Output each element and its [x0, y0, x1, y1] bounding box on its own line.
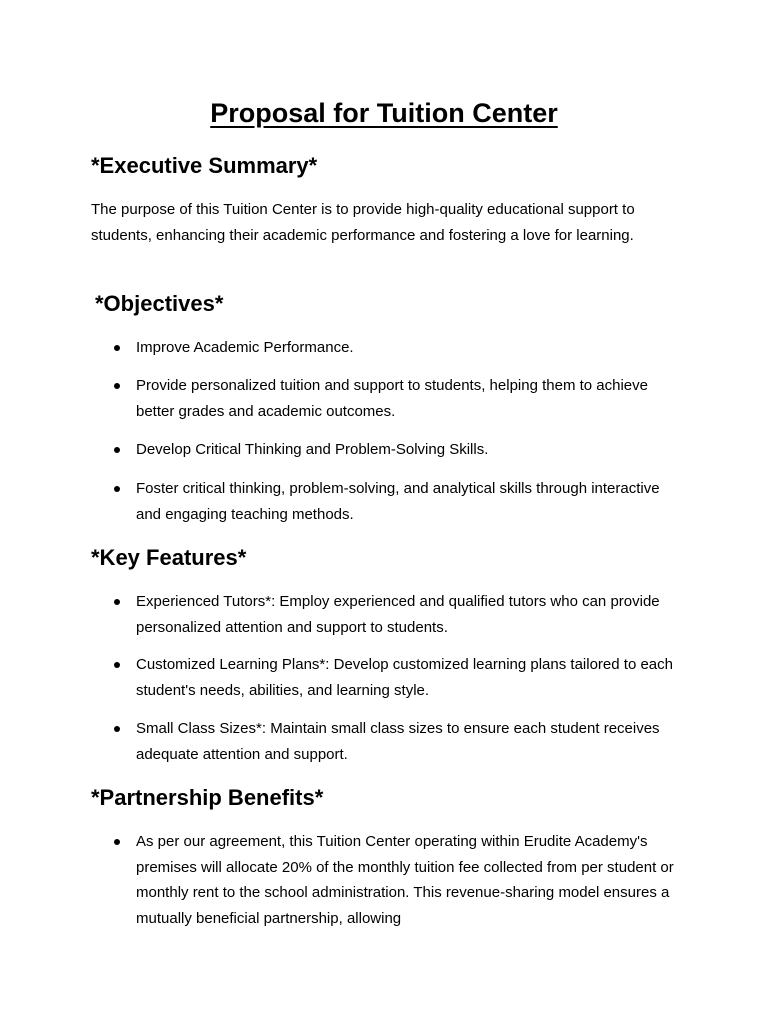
list-item-text: As per our agreement, this Tuition Center operating within Erudite Academy's premises will allocate 20% of the monthly tuition fee collected from per student or monthly rent to the school administration. This revenue-sharing model ensures a mutually beneficial partnership, allowing — [136, 833, 674, 927]
section-heading-key-features: *Key Features* — [91, 545, 247, 570]
section-heading-objectives: *Objectives* — [95, 291, 224, 316]
bullet-icon — [114, 599, 120, 605]
bullet-icon — [114, 839, 120, 845]
executive-summary-paragraph: The purpose of this Tuition Center is to provide high-quality educational support to students, enhancing their academic performance and fostering a love for learning. — [91, 201, 635, 244]
list-item-text: Foster critical thinking, problem-solving, and analytical skills through interactive and engaging teaching methods. — [136, 480, 660, 523]
bullet-icon — [114, 447, 120, 453]
bullet-icon — [114, 345, 120, 351]
list-item-text: Improve Academic Performance. — [136, 339, 354, 356]
section-heading-executive-summary: *Executive Summary* — [91, 153, 318, 178]
bullet-icon — [114, 726, 120, 732]
list-item-text: Small Class Sizes*: Maintain small class sizes to ensure each student receives adequate attention and support. — [136, 720, 660, 763]
list-item-text: Provide personalized tuition and support to students, helping them to achieve better grades and academic outcomes. — [136, 377, 648, 420]
bullet-icon — [114, 383, 120, 389]
list-item-text: Customized Learning Plans*: Develop customized learning plans tailored to each student's needs, abilities, and learning style. — [136, 656, 673, 699]
document-title: Proposal for Tuition Center — [210, 98, 558, 128]
bullet-icon — [114, 486, 120, 492]
section-heading-partnership-benefits: *Partnership Benefits* — [91, 785, 324, 810]
list-item-text: Experienced Tutors*: Employ experienced and qualified tutors who can provide personalized attention and support to students. — [136, 593, 660, 636]
list-item-text: Develop Critical Thinking and Problem-Solving Skills. — [136, 441, 489, 458]
bullet-icon — [114, 662, 120, 668]
